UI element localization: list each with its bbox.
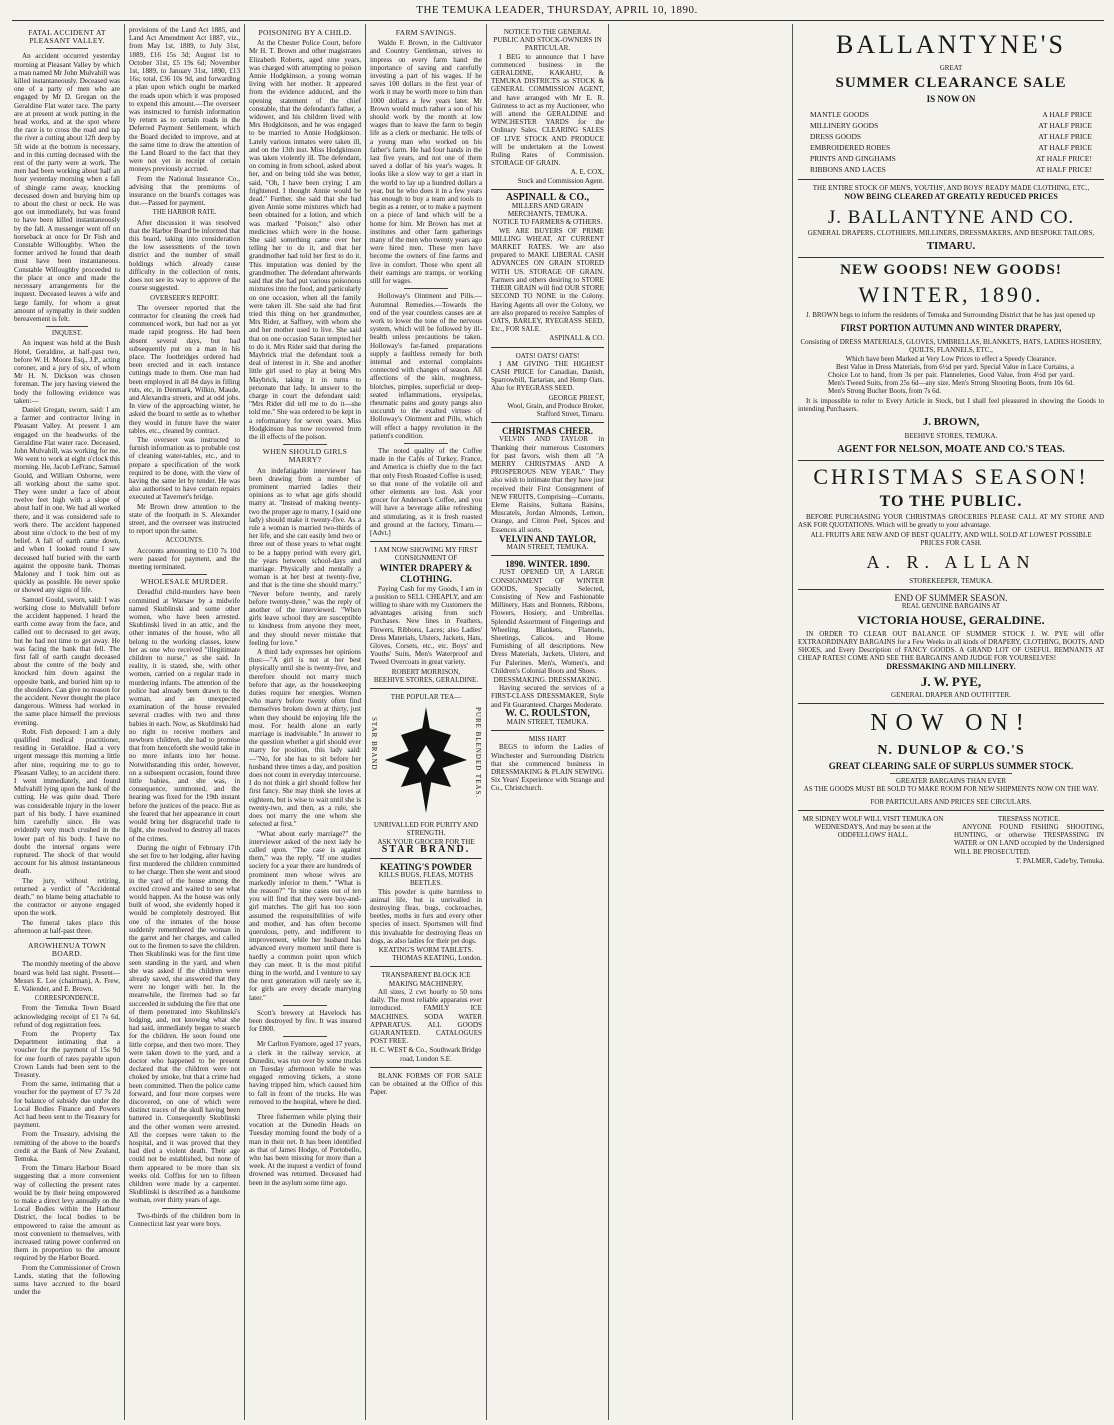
headline-fatal-accident: FATAL ACCIDENT AT PLEASANT VALLEY. — [28, 28, 106, 46]
article-paragraph: Two-thirds of the children born in Connecticut last year were boys. — [129, 1211, 240, 1228]
article-paragraph: From the Commissioner of Crown Lands, stating that the following sums have accrued to the board under the — [14, 1263, 120, 1297]
column-rule — [486, 24, 487, 1420]
subhead-overseer: OVERSEER'S REPORT. — [150, 294, 219, 302]
ad-signature-address: MAIN STREET, TEMUKA. — [506, 718, 589, 727]
article-paragraph: An indefatigable interviewer has been drawing from a number of prominent married ladies their opinions as to what age girls should marry at. "Instead of making twenty-two the proper age to marry, I (said one lady) should make it twenty-five. As a rule a woman is married two-thirds of her life, and she can easily lend two or three out of those years to what ought to be a happy period with every girl, the years between school-days and marriage. Physically and mentally a woman is at her best at twenty-five, and that is the time she should marry." "Never before twenty, and rarely before twenty-three," was the reply of another of the interviewed. "When girls leave school they are susceptible to kindness from anyone they meet, and they should never mistake that feeling for love." — [249, 466, 361, 647]
article-paragraph: The jury, without retiring, returned a verdict of "Accidental death," no blame being attachable to the contractor or anyone engaged upon the work. — [14, 876, 120, 918]
ad-border — [491, 555, 604, 556]
ad-border — [491, 422, 604, 423]
ad-border — [798, 589, 1104, 590]
ad-bottom-pair — [798, 815, 1104, 865]
ad-subheading: KILLS BUGS, FLEAS, MOTHS BEETLES. — [378, 871, 474, 888]
ad-text: ASK YOUR GROCER FOR THE — [377, 837, 475, 846]
ad-body: JUST OPENED UP, A LARGE CONSIGNMENT OF WINTER GOODS, Specially Selected, Consisting of New and Fashionable Millinery, Hats and Bonnets, Ribbons, Flowers, Hosiery, and Umbrellas. Splendid Assortment of Fingerings and Wheeling. Blankets, Flannels, Sheetings, Calicos, and House Furnishing of all descriptions. New Dress Materials, Jackets, Ulsters, and Fur Palerines. Men's, Women's, and Children's Colonial Boots and Shoes. — [491, 568, 604, 675]
article-paragraph: A third lady expresses her opinions thus:—"A girl is not at her best physically until she is twenty-five, and therefore should not marry much before that age, as the housekeeping duties require her energies. Women who marry before twenty often find themselves broken down at thirty, just when they should be enjoying life the most. For health alone an early marriage is inadvisable." In answer to the question whether a girl should ever marry for position, this lady said:—"No, for she has to sit before her husband three times a day, and position does not count in everyday intercourse. I do not think a girl should follow her first fancy. She may think she loves at eighteen, but is wise to wait until she is twenty-two, and then, as a rule, she does not marry the one whom she selected at first." — [249, 648, 361, 829]
ad-body: Best Value in Dress Materials, from 6½d per yard. Special Value in Lace Curtains, a Choice Lot to hand, from 3s per pair. Flannelettes, Good Value, from 4½d per yard. Men's Tweed Suits, from 25s 6d—any size. Men's Strong Shooting Boots, from 10s 6d. Men's Strong Bucher Boots, from 7s 6d. — [828, 362, 1074, 396]
ad-title: NOW ON! — [870, 709, 1032, 736]
ad-cox-notice — [491, 28, 604, 185]
article-paragraph: From the Treasury, advising the remitting of the above to the board's credit at the Bank of New Zealand, Temuka. — [14, 1130, 120, 1164]
article-paragraph: The overseer was instructed to furnish information as to probable cost of cleaning water-tables, etc., and to prepare a specification of the work required to be done, with the view of having the same let by tender. He was also authorised to have certain repairs executed at Taverner's bridge. — [129, 435, 240, 502]
ad-border — [491, 730, 604, 731]
ad-sidney-wolf — [798, 815, 948, 865]
column-rule — [608, 24, 609, 1420]
article-paragraph: At the Chester Police Court, before Mr H. T. Brown and other magistrates Elizabeth Roberts, aged nine years, was charged with attempting to poison Annie Hodgkinson, a young woman living with her mother. It appeared from the evidence adduced, and the opening statement of the chief constable, that the defendant's father, a widower, and his children lived with Mrs Hodgkinson, and he was engaged to be married to Annie Hodgkinson. Lately various inmates were taken ill, and on the 13th inst. Miss Hodgkinson was taken violently ill. The defendant, on coming in from school, asked about her, and on being told she was better, said, "Oh, I have been crying; I am frightened. I thought Annie would be dead." Further, she said that she had given Annie some mixtures which had been obtained for a lotion, and which was marked "Poison;" also other medicines which were in the house. She said something came over her telling her to do it, and that her grandmother had told her first to do it. This imputation was denied by the grandmother. The defendant afterwards said that she had put various poisonous mixtures into the food, and particularly on one occasion, when all the family were taken ill. She said she had first tried this thing on her grandmother, Mrs Rider, at Saffney, with whom she and her mother used to live. She said that on one occasion Satan tempted her to do it. Mrs Rider said that during the Maybrick trial the defendant took a deal of interest in it. She and another little girl used to play at being Mrs Maybrick, taking it in turns to personate that lady. In answer to the charge in court the defendant said: "Mrs Rider did tell me to do it—she told me." She was ordered to be kept in a reformatory for seven years. Miss Hodgkinson has now recovered from the ill effects of the poison. — [249, 39, 361, 441]
article-paragraph: Accounts amounting to £10 7s 10d were passed for payment, and the meeting terminated. — [129, 546, 240, 571]
ad-signature-address: BEEHIVE STORES, TEMUKA. — [904, 432, 998, 441]
ad-keating — [370, 863, 482, 962]
ad-text: GREAT — [939, 64, 963, 72]
ad-text: AS THE GOODS MUST BE SOLD TO MAKE ROOM FOR NEW SHIPMENTS NOW ON THE WAY. — [803, 785, 1099, 794]
ad-subheading: NOTICE TO FARMERS & OTHERS. — [492, 218, 603, 227]
ad-subheading: DRESSMAKING. DRESSMAKING. — [493, 676, 602, 685]
column-6 — [798, 26, 1104, 1418]
article-paragraph: An accident occurred yesterday morning at Pleasant Valley by which a man named Mr John Mulvahill was killed instantaneously. Deceased was one of a party of men who are engaged by Mr D. Gregan on the Geraldine Flat water race. The party are at present at work putting in the head works, and at the spot where the race is to cross the road and tap the river a cutting about 12ft deep by 5ft wide at the bottom is necessary, and in this cutting deceased with the rest of the party were at work. The men had been working about half an hour yesterday morning when a fall of shingle came away, knocking deceased down and burying him up to about the chest or neck. He was got out immediately, but was found to have been killed instantaneously by the fall. A messenger went off on horseback at once for Dr Fish and Constable Willoughby. When the former arrived he found that death must have been instantaneous. Constable Willoughby proceeded to the place at once and made the necessary arrangements for the inquest. Deceased leaves a wife and large family, for whom a great amount of sympathy in their sudden bereavement is felt. — [14, 52, 120, 323]
ad-title: BALLANTYNE'S — [836, 30, 1066, 59]
ad-signature: A. E. COX, — [570, 168, 604, 177]
star-icon — [381, 705, 471, 815]
ad-text: Consisting of DRESS MATERIALS, GLOVES, UMBRELLAS, BLANKETS, HATS, LADIES HOSIERY, QUILTS, FLANNELS, ETC., — [800, 338, 1102, 355]
ad-subheading: KEATING'S WORM TABLETS. — [378, 946, 474, 955]
ad-signature-title: Wool, Grain, and Produce Broker, Stafford Street, Timaru. — [507, 401, 604, 418]
ad-border — [798, 257, 1104, 258]
column-rule — [124, 24, 125, 1420]
ad-text: THE ENTIRE STOCK OF MEN'S, YOUTHS', AND BOYS' READY MADE CLOTHING, ETC., — [812, 184, 1090, 193]
ad-signature: ASPINALL & CO. — [549, 334, 604, 343]
ad-miss-hart — [491, 735, 604, 792]
ad-subheading: DRESSMAKING AND MILLINERY. — [886, 662, 1016, 672]
ad-body: I BEG to announce that I have commenced business in the GERALDINE, KAKAHU, & TEMUKA DISTRICTS as STOCK & GENERAL COMMISSION AGENT, and have arranged with Mr E. R. Guinness to act as my Auctioneer, who will attend the GERALDINE and WINCHESTER YARDS for the Ordinary Sales. CLEARING SALES OF LIVE STOCK AND PRODUCE will be undertaken at the Lowest Ruling Rates of Commission. STORAGE OF GRAIN. — [491, 52, 604, 168]
article-paragraph: During the night of February 17th she set fire to her lodging, after having first murdered the children committed to her charge. Then she went and stood in the yard of the house among the excited crowd and waited to see what would happen. As the house was only built of wood, she evidently hoped it would be completely destroyed. But one of the inmates of the house suddenly remembered the woman in the garret and her charges, and called out to the firemen to save the children. Then Skublinski was for the first time seen standing in the yard, and when she was asked if the children were already saved, she answered that they were no longer with her. In the meanwhile, the firemen had so far succeeded in subduing the fire that one of them penetrated into Skublinski's lodging, and, not knowing what she had said, immediately began to search for the children. He soon found one little corpse, and then two more. They were taken down to the yard, and a doctor who happened to be present declared that the children were not choked by smoke, but that a crime had been committed. Then the police came forward, and four more corpses were discovered, on one of which were distinct traces of the skull having been battered in. Consequently Skublinski and the other women were arrested. All the corpses were taken to the hospital, and it was proved that they had died a violent death. Their age could not be established, but none of them appeared to be more than six weeks old. Coffins for ten to fifteen children were made by a carpenter. Skublinski is described as a handsome woman, over thirty years of age. — [129, 843, 240, 1205]
sale-goods-list — [798, 109, 1104, 175]
ad-body: This powder is quite harmless to animal life, but is unrivalled in destroying fleas, bugs, cockroaches, beetles, moths in furs and every other species of insect. Sportsmen will find this invaluable for destroying fleas on dogs, as also ladies for their pet dogs. — [370, 887, 482, 945]
ad-border — [370, 858, 482, 859]
ad-title: MISS HART — [528, 735, 567, 744]
article-paragraph: From the Timaru Harbour Board suggesting that a more convenient way of collecting the present rates would be by their being empowered to make a direct levy annually on the Local Bodies within the Harbour District, the local bodies to be empowered to raise the amount as most convenient to themselves, with increased rating power conferred on them in proportion to the amount required by the Harbor Board. — [14, 1164, 120, 1263]
ad-body: ANYONE FOUND FISHING SHOOTING, HUNTING, or otherwise TRESPASSING IN WATER or ON LAND occupied by the Undersigned WILL BE PROSECUTED. — [954, 822, 1104, 856]
ad-heading: NOTICE TO THE GENERAL PUBLIC AND STOCK-OWNERS IN PARTICULAR. — [493, 28, 602, 53]
ad-ice-machinery — [370, 971, 482, 1062]
ad-title: KEATING'S POWDER — [379, 862, 473, 873]
ad-border — [798, 810, 1104, 811]
ad-title: OATS! OATS! OATS! — [515, 351, 580, 360]
article-paragraph: Holloway's Ointment and Pills.—Autumnal Remedies.—Towards the end of the year countless causes are at work to lower the tone of the nervous system, which will be followed by ill-health unless precautions be taken. Holloway's far-famed preparations supply a faultless remedy for both internal and external complaints connected with changes of season. All affections of the skin, roughness, blotches, pimples, superficial or deep-seated inflammations, erysipelas, rheumatic pains and gouty pangs also succumb to the exalted virtues of Holloway's Ointment and Pills, which will effect a happy revolution in the patient's condition. — [370, 292, 482, 440]
star-side-text: STAR BRAND — [370, 717, 379, 771]
ad-border — [370, 1067, 482, 1068]
ad-text: GENERAL DRAPERS, CLOTHIERS, MILLINERS, DRESSMAKERS, AND BESPOKE TAILORS, — [807, 228, 1095, 237]
column-rule — [244, 24, 245, 1420]
subhead-harbor-rate: THE HARBOR RATE. — [152, 209, 217, 217]
ad-town: TIMARU. — [926, 240, 976, 253]
subhead-correspondence: CORRESPONDENCE. — [34, 995, 100, 1003]
article-paragraph: The monthly meeting of the above board was held last night. Present—Messrs E. Lee (chairman), A. Frew, E. Valiender, and E. Brown. — [14, 960, 120, 993]
ad-headline: END OF SUMMER SEASON. — [894, 593, 1008, 604]
column-1 — [14, 26, 120, 1418]
article-paragraph: The overseer reported that the contractor for cleaning the creek had commenced work, but had not as yet made rapid progress. He had been absent several days, but had subsequently put on a man in his place. The footbridges ordered had been erected and in each instance cuttings made to them. One man had been employed in all 84 days in filling ruts, etc, in Denmark, Wilkin, Maude, and Alexandra streets, and at odd jobs. In view of the approaching winter, he asked the board to settle as to whether they would in future have the water tables, etc., cleaned by contract. — [129, 303, 240, 435]
article-paragraph: After discussion it was resolved that the Harbor Board be informed that this board, taking into consideration the low assessments of the town district and the number of small holdings which already cause difficulty in the collection of rents, does not see its way to approve of the course suggested. — [129, 218, 240, 293]
ad-signature-title: STOREKEEPER, TEMUKA. — [909, 577, 993, 586]
article-paragraph: From the Temuka Town Board acknowledging receipt of £1 7s 6d, refund of dog registration fees. — [14, 1004, 120, 1029]
column-4 — [370, 26, 482, 1418]
ad-border — [798, 460, 1104, 461]
ad-signature: W. C. ROULSTON, — [505, 707, 590, 719]
sale-line: EMBROIDERED ROBES AT HALF PRICE — [810, 143, 1092, 153]
article-paragraph: Samuel Gould, sworn, said: I was working close to Mulvahill before the accident happened. I heard the earth come away from the face, and called out to deceased to get away, but he had not time to get away. He was facing the bank that fell. The first fall of earth caught deceased about the centre of the body and knocked him down against the opposite bank, and buried him up to the shoulders. Can give no reason for the accident. Never thought the place dangerous. Witness had worked in the same place himself the previous evening. — [14, 595, 120, 727]
ad-signature: A. R. ALLAN — [866, 552, 1036, 573]
ad-trespass — [954, 815, 1104, 865]
ad-subheading: MILLERS AND GRAIN MERCHANTS, TEMUKA. — [507, 202, 588, 219]
ad-border — [798, 179, 1104, 180]
divider — [283, 1005, 328, 1006]
article-paragraph: Waldo F. Brown, in the Cultivator and Country Gentleman, strives to impress on every farm hand the importance of saving and carefully investing a part of his wages. If he saves 100 dollars in the first year of work it may be worth more to him than 1000 dollars a few years later. Mr Brown would much rather a son of his should work by the month at low wages than to leave the farm to begin life as a clerk or mechanic. He tells of a young man who worked on his father's farm. He had four hands in the last five years, and not one of them saved a dollar of his year's wages. It looks like a slow way to get a start in the world to lay up a hundred dollars a year, but he who does it in a few years has enough to buy a team and tools to begin as a renter, or to make a payment on a piece of land which will be a home for him. Mr Brown has met at institutes and other farm gatherings many of the men who twenty years ago were hired men. These men have become the owners of fine farms and live in comfort. Those who spent all their earnings are tramps, or working still for wages. — [370, 39, 482, 286]
ad-text: NOW BEING CLEARED AT GREATLY REDUCED PRICES — [844, 191, 1058, 201]
ad-title: WINTER DRAPERY & CLOTHING. — [379, 562, 473, 584]
ad-body: Paying Cash for my Goods, I am in a position to SELL CHEAPLY, and am willing to share with my Customers the advantages arising from such Purchases. New lines in Feathers, Flowers, Ribbons, Laces; also Ladies' Dress Materials, Ulsters, Jackets, Hats, Gloves, Corsets, etc., etc. Boys' and Youths' Suits, Men's Waterproof and Tweed Overcoats in great variety. — [370, 584, 482, 667]
article-paragraph: Dreadful child-murders have been committed at Warsaw by a midwife named Skublinski and some other women, who have been arrested. Skublinski lived in an attic, and the other inmates of the house, who all belong to the working classes, knew her as one who received "illegitimate children to nurse," as she said. In reality, it is stated, she, with other women, carried on a regular trade in murdering infants. The attention of the police had already been drawn to the woman, and an unexpected examination of the house revealed several cradles with two and three babies in each. Now, as Skublinski had no right to receive mothers and newborn children, she had to promise that from henceforth she would take in no more infants into her house. Notwithstanding this order, however, on a subsequent occasion, found three little babies, and she was, in consequence, summoned, and the hearing was fixed for the 19th instant before the justices of the peace. But as she feared that her appearance in court would bring her disgraceful trade to light, she resolved to destroy all traces of the crimes. — [129, 588, 240, 843]
ad-allan — [798, 465, 1104, 585]
sale-line: RIBBONS AND LACES AT HALF PRICE! — [810, 165, 1092, 175]
ad-body: ALL FRUITS ARE NEW AND OF BEST QUALITY, AND WILL SOLD AT LOWEST POSSIBLE PRICES FOR CASH. — [810, 530, 1092, 547]
column-rule — [792, 24, 793, 1420]
ad-border — [798, 703, 1104, 704]
ad-signature: T. PALMER, Cade'by, Temuka. — [1015, 856, 1104, 865]
ad-signature: THOMAS KEATING, London. — [392, 954, 482, 963]
ad-signature-title: Stock and Commission Agent. — [517, 176, 604, 185]
column-3 — [249, 26, 361, 1418]
article-paragraph: Robt. Fish deposed: I am a duly qualified medical practitioner, residing in Geraldine. Had a very urgent message this morning a little after nine, requiring me to go to Pleasant Valley, to an accident there. I went immediately, and found Mulvahill lying upon the bank of the cutting. He was quite dead. There was considerable injury in the lower part of his body. I have examined him carefully since. He was evidently very much crushed in the lower part of his body. I have no doubt the internal organs were ruptured. The shock of that would account for his almost instantaneous death. — [14, 727, 120, 876]
article-paragraph: Mr Carlton Fynmore, aged 17 years, a clerk in the railway service, at Dunedin, was run over by some trucks on Tuesday afternoon while he was engaged removing tickets, a stone having tripped him, which caused him to fall in front of the trucks. He was removed to the hospital, where he died. — [249, 1040, 361, 1106]
subhead-accounts: ACCOUNTS. — [165, 537, 204, 545]
headline-farm-savings: FARM SAVINGS. — [395, 28, 457, 37]
ad-oats — [491, 352, 604, 419]
ad-title: CHRISTMAS SEASON! — [813, 464, 1089, 490]
ad-subheading: GREAT CLEARING SALE OF SURPLUS SUMMER STOCK. — [828, 760, 1074, 771]
ad-victoria-house — [798, 594, 1104, 699]
divider — [283, 444, 328, 445]
article-paragraph: provisions of the Land Act 1885, and Land Act Amendment Act 1887, viz., from May 1st, 1889, to July 31st, 1889, £16 15s 3d; August 1st to October 31st, £5 19s 6d; November 1st, 1889, to January 31st, 1890, £13 16s; total, £36 10s 9d, and forwarding a plan upon which ought be marked the roads upon which it was proposed to expend this amount.—The overseer was instructed to furnish information by return as to certain roads in the Deferred Payment Settlement, which the Board decided to improve, and at the same time to draw the attention of the Land Board to the fact that they were not yet in receipt of certain moneys previously accrued. — [129, 26, 240, 174]
ad-text: REAL GENUINE BARGAINS AT — [901, 602, 1001, 611]
article-paragraph: Scott's brewery at Havelock has been destroyed by fire. It was insured for £800. — [249, 1008, 361, 1034]
ad-body: All sizes, 2 cwt hourly to 50 tons daily. The most reliable apparatus ever introduced. FAMILY ICE MACHINES. SODA WATER APPARATUS. ALL GOODS GUARANTEED. CATALOGUES POST FREE. — [370, 987, 482, 1046]
ad-title: ASPINALL & CO., — [505, 191, 590, 203]
article-paragraph: The noted quality of the Coffee made in the Cafés of Turkey, France, and America is chiefly due to the fact that only Fresh Roasted Coffee is used; so that none of the volatile oil and other elements are lost. Ask your grocer for Anderson's Coffee, and you will have a beverage alike refreshing and stimulating, as it is fresh roasted and ground at the factory, Timaru.—[Advt.] — [370, 446, 482, 537]
divider — [283, 1036, 328, 1037]
ad-dunlop — [798, 708, 1104, 806]
ad-body: WE ARE BUYERS OF PRIME MILLING WHEAT, AT CURRENT MARKET RATES. We are also prepared to MAKE LIBERAL CASH ADVANCES ON GRAIN STORED WITH US. STORAGE OF GRAIN. Farmers and others desiring to STORE THEIR GRAIN will find OUR STORE SECOND TO NONE in the Colony. Having Agents all over the Colony, we are also prepared to receive Samples of OATS, BARLEY, RYEGRASS SEED, Etc., FOR SALE. — [491, 226, 604, 334]
ad-headline: TO THE PUBLIC. — [879, 493, 1023, 511]
ad-signature: J. BROWN, — [922, 416, 980, 429]
ad-subheading: FIRST PORTION AUTUMN AND WINTER DRAPERY, — [840, 323, 1062, 334]
ad-body: BEFORE PURCHASING YOUR CHRISTMAS GROCERIES PLEASE CALL AT MY STORE AND ASK FOR QUOTATIONS. Which will be greatly to your advantage. — [798, 513, 1104, 530]
ad-text: FOR PARTICULARS AND PRICES SEE CIRCULARS. — [870, 797, 1032, 806]
ad-aspinall — [491, 191, 604, 343]
ad-star-brand-tea — [370, 693, 482, 854]
ad-j-brown — [798, 262, 1104, 456]
divider — [890, 773, 1012, 774]
subhead-inquest: INQUEST. — [51, 330, 83, 338]
ad-title: 1890. WINTER. 1890. — [505, 559, 590, 570]
ad-headline: SUMMER CLEARANCE SALE — [835, 75, 1067, 92]
divider — [46, 48, 88, 49]
divider — [162, 1208, 206, 1209]
ad-title: STAR BRAND. — [381, 843, 471, 855]
ad-title: VICTORIA HOUSE, GERALDINE. — [857, 612, 1045, 627]
divider — [46, 938, 88, 939]
headline-girls-marry: WHEN SHOULD GIRLS MARRY? — [262, 447, 348, 465]
ad-signature: ROBERT MORRISON, — [391, 667, 461, 676]
column-5 — [491, 26, 604, 1418]
ad-border — [370, 688, 482, 689]
headline-wholesale-murder: WHOLESALE MURDER. — [140, 577, 229, 587]
ad-velvin-taylor — [491, 427, 604, 551]
column-2 — [129, 26, 240, 1418]
article-paragraph: From the same, intimating that a voucher for the payment of £7 7s 2d for balance of subsidy due under the Local Bodies Finance and Powers Act had been sent to the Treasury for payment. — [14, 1080, 120, 1130]
ad-signature-address: MAIN STREET, TEMUKA. — [506, 542, 589, 551]
ad-headline: NEW GOODS! NEW GOODS! — [840, 262, 1062, 279]
top-rule — [12, 20, 1104, 21]
divider — [404, 288, 449, 289]
sale-line: DRESS GOODS AT HALF PRICE — [810, 132, 1092, 142]
ad-text: IS NOW ON — [926, 94, 976, 105]
sale-line: PRINTS AND GINGHAMS AT HALF PRICE! — [810, 154, 1092, 164]
article-paragraph: Mr Brown drew attention to the state of the footpath in S. Alexander street, and the overseer was instructed to report upon the same. — [129, 502, 240, 536]
ad-ballantyne-sale — [798, 30, 1104, 253]
divider — [162, 574, 206, 575]
ad-body: BEGS to inform the Ladies of Winchester and Surrounding Districts that she commenced business in DRESSMAKING & PLAIN SEWING. Six Years' Experience with Strange and Co., Christchurch. — [491, 743, 604, 793]
ad-blank-forms: BLANK FORMS OF FOR SALE can be obtained at the Office of this Paper. — [370, 1071, 482, 1097]
ad-border — [491, 189, 604, 190]
ad-signature-address: BEEHIVE STORES, GERALDINE. — [373, 675, 479, 684]
ad-body: J. BROWN begs to inform the residents of Temuka and Surrounding District that he has just opened up — [806, 311, 1096, 320]
column-rule — [365, 24, 366, 1420]
ad-body: It is impossible to refer to Every Article in Stock, but I shall feel pleasured in showing the Goods to intending Purchasers. — [798, 396, 1104, 413]
ad-headline: N. DUNLOP & CO.'S — [877, 742, 1025, 758]
headline-poisoning: POISONING BY A CHILD. — [258, 28, 352, 37]
ad-title: J. BALLANTYNE AND CO. — [827, 206, 1075, 228]
ad-signature: J. W. PYE, — [920, 673, 982, 689]
sale-line: MILLINERY GOODS AT HALF PRICE — [810, 121, 1092, 131]
ad-body: Having secured the services of a FIRST-CLASS DRESSMAKER, Style and Fit Guaranteed. Charges Moderate. — [491, 684, 604, 709]
ad-heading: THE POPULAR TEA— — [390, 693, 462, 702]
ad-subheading: UNRIVALLED FOR PURITY AND STRENGTH. — [373, 821, 479, 838]
masthead: THE TEMUKA LEADER, THURSDAY, APRIL 10, 1890. — [416, 4, 698, 16]
star-logo-area — [370, 701, 482, 821]
ad-signature: H. C. WEST & Co., Southwark Bridge road, London S.E. — [370, 1046, 482, 1063]
ad-signature: VELVIN AND TAYLOR, — [499, 533, 596, 544]
ad-border — [370, 541, 482, 542]
ad-body: MR SIDNEY WOLF WILL VISIT TEMUKA ON WEDNESDAYS, And may be seen at the ODDFELLOWS' HALL. — [802, 814, 944, 840]
ad-title: CHRISTMAS CHEER. — [501, 426, 593, 437]
ad-body: VELVIN AND TAYLOR in Thanking their numerous Customers for past favors, wish them all "A MERRY CHRISTMAS AND A PROSPEROUS NEW YEAR." They also wish to intimate that they have just received their First Consignment of NEW FRUITS, Comprising—Currants, Eleme Raisins, Sultana Raisins, Muscatels, Jordan Almonds, Lemon, Orange, and Citron Peel, Spices and Essences all sorts. — [491, 435, 604, 534]
sale-line: MANTLE GOODS A HALF PRICE — [810, 110, 1092, 120]
ad-text: Which have been Marked at Very Low Prices to effect a Speedy Clearance. — [845, 354, 1057, 363]
divider — [404, 443, 449, 444]
article-paragraph: Daniel Gregan, sworn, said: I am a farmer and contractor living in Pleasant Valley. At present I am engaged on the headworks of the Geraldine Flat water race. Deceased, John Mulvahill, was working for me. We went to work at eight o'clock this morning. He, Jacob LeFranc, Samuel Gould, and William Osborne, were all working about the same spot. They were under a face of about twelve feet high with a slope of about half in one. We had all worked there, and it was considered safe to work there. The accident happened about nine o'clock to the best of my belief. A fall of earth came down, and when I looked round I saw deceased half buried with the earth against the opposite bank. Thomas Maloney and I took him out as quickly as possible. He never spoke or showed any signs of life. — [14, 405, 120, 595]
ad-signature-title: GENERAL DRAPER AND OUTFITTER. — [891, 690, 1011, 699]
divider — [283, 1109, 328, 1110]
headline-arowhenua: AROWHENUA TOWN BOARD. — [28, 940, 106, 959]
article-paragraph: Three fishermen while plying their vocation at the Dunedin Heads on Tuesday morning found the body of a man in their net. It has been identified as that of James Hodge, of Portobello, who has been missing for more than a week. At the inquest a verdict of found drowned was returned. Deceased had been in the asylum some time ago. — [249, 1113, 361, 1187]
tea-side-text: PURE BLENDED TEAS. — [474, 707, 482, 799]
ad-body: I AM GIVING THE HIGHEST CASH PRICE for Canadian, Danish, Sparrowbill, Tartarian, and Hemp Oats. Also for RYEGRASS SEED. — [491, 359, 604, 393]
ad-border — [491, 347, 604, 348]
ad-winter-goods — [491, 560, 604, 726]
ad-text: GREATER BARGAINS THAN EVER — [895, 777, 1007, 786]
ad-border — [370, 966, 482, 967]
article-paragraph: From the National Insurance Co., advising that the premiums of insurance on the board's cottages was due.—Passed for payment. — [129, 174, 240, 208]
article-paragraph: From the Property Tax Department intimating that a voucher for the payment of 15s 9d for one fourth of rates payable upon Crown Lands had been sent to the Treasury. — [14, 1029, 120, 1079]
article-paragraph: An inquest was held at the Bush Hotel, Geraldine, at half-past two, before W. H. Moore Esq., J.P., acting coroner, and a jury of six, of whom Mr H. N. Dickson was chosen foreman. The jury having viewed the body the following evidence was taken:— — [14, 339, 120, 405]
ad-title: WINTER, 1890. — [858, 282, 1044, 308]
ad-morrison — [370, 546, 482, 684]
ad-title: TRANSPARENT BLOCK ICE MAKING MACHINERY. — [381, 971, 471, 988]
ad-subheading: AGENT FOR NELSON, MOATE AND CO.'S TEAS. — [837, 444, 1065, 456]
divider — [46, 326, 88, 327]
ad-signature: GEORGE PRIEST, — [548, 393, 604, 402]
article-paragraph: The funeral takes place this afternoon at half-past three. — [14, 918, 120, 935]
ad-title: TRESPASS NOTICE. — [997, 814, 1061, 823]
article-paragraph: "What about early marriage?" the interviewer asked of the next lady he called upon. "The case is against them," was the reply. "If one studies society for a year there are hundreds of prominent men whose wives are markedly inferior to them." "What is the reason?" "In nine cases out of ten you will find that they were boy-and-girl matches. The girl has too soon assumed the responsibilities of wife and mother, and has often become querulous, petty, and indifferent to improvement, while her husband has advanced every moment until there is hardly a common point upon which they can meet. It is the most pitiful thing in the world, and I venture to say the next generation will rarely see it, for girls are every decade marrying later." — [249, 829, 361, 1002]
ad-body: IN ORDER TO CLEAR OUT BALANCE OF SUMMER STOCK J. W. PYE will offer EXTRAORDINARY BARGAINS for a Few Weeks in all kinds of DRAPERY, CLOTHING, BOOTS, AND SHOES, and Every Description of FANCY GOODS. A GRAND LOT OF USEFUL REMNANTS AT CHEAP RATES! COME AND SEE THE BARGAINS AND JUDGE FOR YOURSELVES! — [798, 629, 1104, 663]
ad-heading: I AM NOW SHOWING MY FIRST CONSIGNMENT OF — [374, 546, 478, 563]
